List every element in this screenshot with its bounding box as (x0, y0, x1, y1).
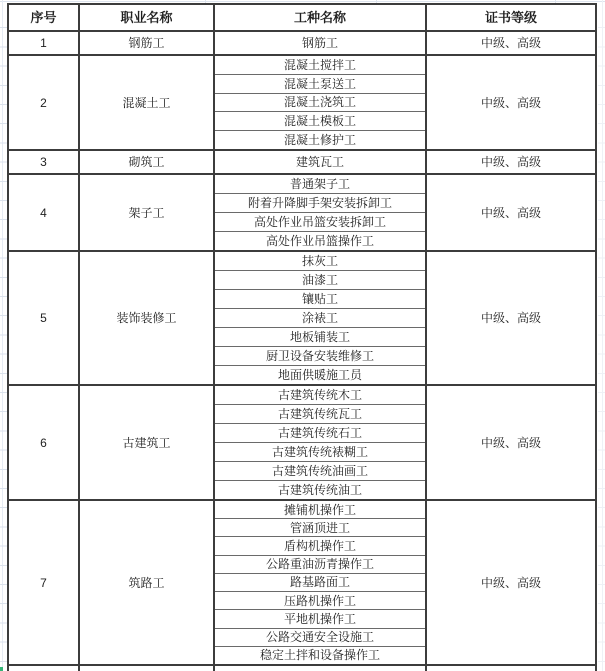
trade-cell[interactable]: 古建筑传统石工 (215, 423, 425, 442)
trade-cell[interactable]: 附着升降脚手架安装拆卸工 (215, 193, 425, 212)
trade-cell[interactable]: 公路重油沥青操作工 (215, 555, 425, 573)
table-row (9, 54, 595, 149)
trade-cell[interactable]: 高处作业吊篮操作工 (215, 231, 425, 250)
level-cell[interactable]: 中级、高级 (480, 311, 541, 325)
level-cell[interactable]: 中级、高级 (480, 155, 541, 169)
trade-cell[interactable]: 地面供暖施工员 (215, 365, 425, 384)
trade-cell[interactable]: 公路交通安全设施工 (215, 628, 425, 646)
trade-cell[interactable]: 混凝土修护工 (215, 130, 425, 149)
occupations-table (7, 3, 597, 666)
header-cell-level[interactable]: 证书等级 (484, 10, 537, 25)
occupation-cell[interactable]: 装饰装修工 (80, 252, 215, 384)
level-cell[interactable]: 中级、高级 (480, 95, 541, 110)
trade-cell[interactable]: 压路机操作工 (215, 591, 425, 609)
level-cell[interactable]: 中级、高级 (480, 435, 541, 450)
partial-row-gridline (7, 666, 9, 671)
trade-cell[interactable]: 混凝土泵送工 (215, 74, 425, 93)
sheet-right-gutter (598, 9, 605, 671)
row-number-cell[interactable]: 1 (9, 32, 80, 54)
trade-cell[interactable]: 高处作业吊篮安装拆卸工 (215, 212, 425, 231)
trade-cell[interactable]: 古建筑传统油工 (215, 480, 425, 499)
trades-cell (215, 386, 427, 499)
partial-row-gridline (595, 666, 597, 671)
trades-cell (215, 501, 427, 664)
row-number-cell[interactable]: 3 (9, 151, 80, 173)
row-number-cell[interactable]: 4 (9, 175, 80, 250)
trade-cell[interactable]: 钢筋工 (301, 36, 338, 50)
table-row (9, 499, 595, 664)
trades-cell (215, 252, 427, 384)
table-row (9, 173, 595, 250)
trade-cell[interactable]: 平地机操作工 (215, 609, 425, 627)
trade-cell[interactable]: 稳定土拌和设备操作工 (215, 646, 425, 664)
trade-cell[interactable]: 盾构机操作工 (215, 536, 425, 554)
trade-cell[interactable]: 镶贴工 (215, 289, 425, 308)
trade-cell[interactable]: 混凝土搅拌工 (283, 57, 356, 72)
header-cell-occupation[interactable]: 职业名称 (80, 5, 215, 30)
trade-cell[interactable]: 涂裱工 (215, 308, 425, 327)
trade-cell[interactable]: 建筑瓦工 (295, 155, 344, 169)
header-cell-trade[interactable]: 工种名称 (215, 5, 427, 30)
header-cell-number[interactable]: 序号 (9, 5, 80, 30)
level-cell[interactable]: 中级、高级 (480, 575, 541, 590)
trades-cell (215, 175, 427, 250)
trade-cell[interactable]: 管涵顶进工 (215, 518, 425, 536)
row-number-cell[interactable]: 2 (9, 56, 80, 149)
occupation-cell[interactable]: 古建筑工 (80, 386, 215, 499)
partial-row-gridline (213, 666, 215, 671)
trade-cell[interactable]: 古建筑传统油画工 (215, 461, 425, 480)
row-number-cell[interactable]: 6 (9, 386, 80, 499)
table-row (9, 30, 595, 54)
occupation-cell[interactable]: 架子工 (80, 175, 215, 250)
level-cell[interactable]: 中级、高级 (480, 205, 541, 220)
trade-cell[interactable]: 摊铺机操作工 (283, 502, 356, 517)
occupation-cell[interactable]: 砌筑工 (80, 151, 215, 173)
table-row (9, 384, 595, 499)
trades-cell (215, 56, 427, 149)
partial-row-gridline (78, 666, 80, 671)
occupation-cell[interactable]: 钢筋工 (80, 32, 215, 54)
level-cell[interactable]: 中级、高级 (480, 36, 541, 50)
table-row (9, 250, 595, 384)
trade-cell[interactable]: 混凝土模板工 (215, 111, 425, 130)
trades-cell (215, 32, 427, 54)
table-row (9, 149, 595, 173)
trade-cell[interactable]: 路基路面工 (215, 573, 425, 591)
partial-row-gridline (425, 666, 427, 671)
selection-corner-indicator (0, 667, 3, 671)
trade-cell[interactable]: 厨卫设备安装维修工 (215, 346, 425, 365)
trade-cell[interactable]: 古建筑传统木工 (277, 388, 362, 402)
trade-cell[interactable]: 抹灰工 (301, 254, 338, 268)
occupation-cell[interactable]: 筑路工 (80, 501, 215, 664)
trade-cell[interactable]: 古建筑传统瓦工 (215, 404, 425, 423)
trade-cell[interactable]: 普通架子工 (289, 177, 350, 191)
row-number-cell[interactable]: 5 (9, 252, 80, 384)
sheet-left-gutter (0, 9, 7, 671)
trade-cell[interactable]: 混凝土浇筑工 (215, 93, 425, 112)
trade-cell[interactable]: 油漆工 (215, 270, 425, 289)
table-header-row (9, 5, 595, 30)
trade-cell[interactable]: 地板铺装工 (215, 327, 425, 346)
occupation-cell[interactable]: 混凝土工 (80, 56, 215, 149)
trade-cell[interactable]: 古建筑传统裱糊工 (215, 442, 425, 461)
sheet-top-gridline (0, 1, 605, 2)
trades-cell (215, 151, 427, 173)
row-number-cell[interactable]: 7 (9, 501, 80, 664)
